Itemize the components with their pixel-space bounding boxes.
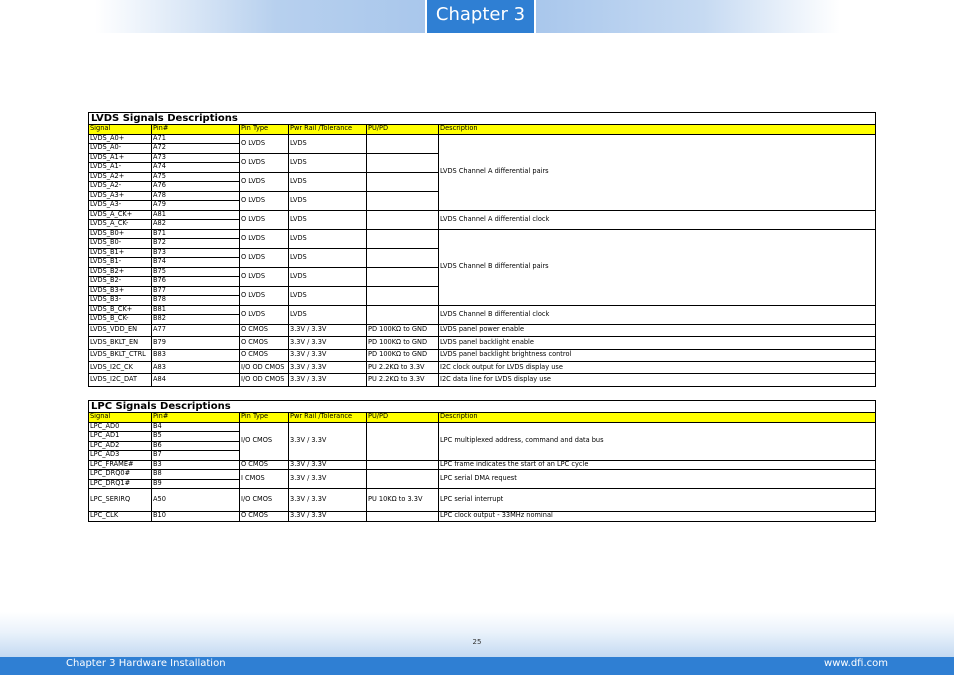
pin-cell: B73: [152, 248, 240, 258]
column-header: Description: [439, 125, 876, 135]
pu-pd-cell: [367, 134, 439, 153]
pu-pd-cell: [367, 512, 439, 522]
power-rail-cell: LVDS: [289, 210, 367, 229]
description-cell: LVDS panel backlight enable: [439, 337, 876, 350]
pin-cell: A73: [152, 153, 240, 163]
signal-cell: LPC_AD3: [89, 451, 152, 461]
pin-cell: B82: [152, 315, 240, 325]
table-row: [89, 362, 876, 374]
pin-cell: B7: [152, 451, 240, 461]
pin-cell: A74: [152, 163, 240, 173]
signal-cell: LVDS_A0+: [89, 134, 152, 144]
pu-pd-cell: PU 10KΩ to 3.3V: [367, 489, 439, 512]
table-row: [89, 324, 876, 337]
pin-type-cell: O LVDS: [240, 210, 289, 229]
pin-type-cell: O LVDS: [240, 286, 289, 305]
pin-type-cell: O LVDS: [240, 248, 289, 267]
pin-type-cell: I/O OD CMOS: [240, 374, 289, 387]
pin-cell: A81: [152, 210, 240, 220]
power-rail-cell: 3.3V / 3.3V: [289, 337, 367, 350]
power-rail-cell: 3.3V / 3.3V: [289, 512, 367, 522]
column-header: Signal: [89, 413, 152, 423]
pin-cell: A75: [152, 172, 240, 182]
lpc-signals-table: [88, 400, 876, 522]
description-cell: LVDS panel power enable: [439, 324, 876, 337]
pu-pd-cell: [367, 210, 439, 229]
power-rail-cell: LVDS: [289, 229, 367, 248]
pu-pd-cell: [367, 172, 439, 191]
pu-pd-cell: [367, 248, 439, 267]
pin-cell: B3: [152, 460, 240, 470]
table-row: [89, 210, 876, 220]
pin-type-cell: O LVDS: [240, 305, 289, 324]
column-header: PU/PD: [367, 413, 439, 423]
table-row: [89, 134, 876, 144]
signal-cell: LVDS_A3-: [89, 201, 152, 211]
lvds-signals-table: [88, 112, 876, 387]
pin-type-cell: O CMOS: [240, 460, 289, 470]
pin-cell: B75: [152, 267, 240, 277]
table-row: [89, 489, 876, 512]
power-rail-cell: 3.3V / 3.3V: [289, 349, 367, 362]
power-rail-cell: 3.3V / 3.3V: [289, 489, 367, 512]
column-header: Description: [439, 413, 876, 423]
description-cell: LVDS Channel B differential clock: [439, 305, 876, 324]
power-rail-cell: 3.3V / 3.3V: [289, 422, 367, 460]
footer-chapter-title: Chapter 3 Hardware Installation: [66, 658, 226, 669]
signal-cell: LPC_AD0: [89, 422, 152, 432]
pu-pd-cell: [367, 153, 439, 172]
pu-pd-cell: PD 100KΩ to GND: [367, 324, 439, 337]
signal-cell: LVDS_VDD_EN: [89, 324, 152, 337]
pin-cell: A77: [152, 324, 240, 337]
power-rail-cell: LVDS: [289, 172, 367, 191]
table-row: [89, 305, 876, 315]
pin-type-cell: I/O CMOS: [240, 422, 289, 460]
signal-cell: LVDS_A_CK+: [89, 210, 152, 220]
pin-cell: B83: [152, 349, 240, 362]
pin-type-cell: I/O OD CMOS: [240, 362, 289, 374]
signal-cell: LVDS_BKLT_CTRL: [89, 349, 152, 362]
pu-pd-cell: [367, 422, 439, 460]
pu-pd-cell: [367, 470, 439, 489]
pin-type-cell: I CMOS: [240, 470, 289, 489]
power-rail-cell: LVDS: [289, 134, 367, 153]
power-rail-cell: 3.3V / 3.3V: [289, 324, 367, 337]
pin-cell: B9: [152, 479, 240, 489]
signal-cell: LPC_AD1: [89, 432, 152, 442]
power-rail-cell: LVDS: [289, 191, 367, 210]
pin-type-cell: I/O CMOS: [240, 489, 289, 512]
lpc-table-title: LPC Signals Descriptions: [89, 401, 876, 413]
pin-cell: B5: [152, 432, 240, 442]
pu-pd-cell: [367, 229, 439, 248]
header-decoration-right: [536, 0, 840, 33]
column-header: Pwr Rail /Tolerance: [289, 413, 367, 423]
pu-pd-cell: PU 2.2KΩ to 3.3V: [367, 374, 439, 387]
signal-cell: LPC_DRQ0#: [89, 470, 152, 480]
pin-cell: A79: [152, 201, 240, 211]
signal-cell: LVDS_B3-: [89, 296, 152, 306]
signal-cell: LVDS_A2+: [89, 172, 152, 182]
pin-cell: B4: [152, 422, 240, 432]
pu-pd-cell: [367, 305, 439, 324]
pu-pd-cell: PD 100KΩ to GND: [367, 349, 439, 362]
description-cell: LVDS panel backlight brightness control: [439, 349, 876, 362]
pu-pd-cell: [367, 267, 439, 286]
pin-type-cell: O CMOS: [240, 349, 289, 362]
description-cell: LVDS Channel A differential clock: [439, 210, 876, 229]
column-header: Signal: [89, 125, 152, 135]
pin-cell: B74: [152, 258, 240, 268]
signal-cell: LVDS_I2C_CK: [89, 362, 152, 374]
column-header: Pin Type: [240, 413, 289, 423]
signal-cell: LPC_DRQ1#: [89, 479, 152, 489]
description-cell: LPC serial interrupt: [439, 489, 876, 512]
signal-cell: LPC_FRAME#: [89, 460, 152, 470]
pu-pd-cell: [367, 460, 439, 470]
pin-cell: A84: [152, 374, 240, 387]
pu-pd-cell: [367, 286, 439, 305]
header-decoration-left: [95, 0, 425, 33]
pin-cell: A71: [152, 134, 240, 144]
table-row: [89, 470, 876, 480]
description-cell: LPC serial DMA request: [439, 470, 876, 489]
table-row: [89, 229, 876, 239]
pin-cell: A82: [152, 220, 240, 230]
pin-cell: A83: [152, 362, 240, 374]
footer-website-link[interactable]: www.dfi.com: [824, 658, 888, 669]
pin-cell: A78: [152, 191, 240, 201]
column-header: Pin Type: [240, 125, 289, 135]
pin-cell: B72: [152, 239, 240, 249]
pin-cell: A76: [152, 182, 240, 192]
column-header: PU/PD: [367, 125, 439, 135]
footer-gradient: [0, 612, 954, 657]
power-rail-cell: 3.3V / 3.3V: [289, 460, 367, 470]
table-row: [89, 337, 876, 350]
pu-pd-cell: PU 2.2KΩ to 3.3V: [367, 362, 439, 374]
pin-type-cell: O LVDS: [240, 153, 289, 172]
pin-cell: A50: [152, 489, 240, 512]
signal-cell: LVDS_B0-: [89, 239, 152, 249]
pin-cell: B79: [152, 337, 240, 350]
pin-type-cell: O LVDS: [240, 172, 289, 191]
table-row: [89, 422, 876, 432]
chapter-tab: Chapter 3: [427, 0, 534, 33]
pin-cell: B71: [152, 229, 240, 239]
signal-cell: LVDS_A1+: [89, 153, 152, 163]
pin-cell: B6: [152, 441, 240, 451]
lpc-table-header: [89, 413, 876, 423]
power-rail-cell: LVDS: [289, 305, 367, 324]
column-header: Pin#: [152, 413, 240, 423]
power-rail-cell: LVDS: [289, 248, 367, 267]
pin-type-cell: O LVDS: [240, 191, 289, 210]
signal-cell: LVDS_I2C_DAT: [89, 374, 152, 387]
signal-cell: LVDS_B1-: [89, 258, 152, 268]
power-rail-cell: 3.3V / 3.3V: [289, 374, 367, 387]
pin-type-cell: O CMOS: [240, 324, 289, 337]
pin-cell: B78: [152, 296, 240, 306]
signal-cell: LVDS_B0+: [89, 229, 152, 239]
description-cell: LPC clock output - 33MHz nominal: [439, 512, 876, 522]
pin-type-cell: O LVDS: [240, 267, 289, 286]
column-header: Pin#: [152, 125, 240, 135]
signal-cell: LVDS_BKLT_EN: [89, 337, 152, 350]
signal-cell: LVDS_A_CK-: [89, 220, 152, 230]
signal-cell: LVDS_A1-: [89, 163, 152, 173]
pin-cell: B8: [152, 470, 240, 480]
pin-type-cell: O LVDS: [240, 134, 289, 153]
signal-cell: LVDS_B2+: [89, 267, 152, 277]
description-cell: LVDS Channel A differential pairs: [439, 134, 876, 210]
column-header: Pwr Rail /Tolerance: [289, 125, 367, 135]
signal-cell: LVDS_B_CK-: [89, 315, 152, 325]
signal-cell: LVDS_A2-: [89, 182, 152, 192]
description-cell: LPC frame indicates the start of an LPC cycle: [439, 460, 876, 470]
signal-cell: LPC_CLK: [89, 512, 152, 522]
footer-bar: [0, 657, 954, 675]
signal-cell: LPC_AD2: [89, 441, 152, 451]
signal-cell: LVDS_A3+: [89, 191, 152, 201]
pu-pd-cell: [367, 191, 439, 210]
description-cell: I2C data line for LVDS display use: [439, 374, 876, 387]
table-row: [89, 349, 876, 362]
power-rail-cell: 3.3V / 3.3V: [289, 362, 367, 374]
signal-cell: LVDS_B3+: [89, 286, 152, 296]
power-rail-cell: LVDS: [289, 286, 367, 305]
power-rail-cell: LVDS: [289, 153, 367, 172]
signal-cell: LVDS_B_CK+: [89, 305, 152, 315]
pin-cell: B77: [152, 286, 240, 296]
pin-type-cell: O CMOS: [240, 337, 289, 350]
lvds-table-header: [89, 125, 876, 135]
power-rail-cell: 3.3V / 3.3V: [289, 470, 367, 489]
description-cell: I2C clock output for LVDS display use: [439, 362, 876, 374]
pin-cell: B76: [152, 277, 240, 287]
description-cell: LVDS Channel B differential pairs: [439, 229, 876, 305]
signal-cell: LVDS_B1+: [89, 248, 152, 258]
signal-cell: LPC_SERIRQ: [89, 489, 152, 512]
description-cell: LPC multiplexed address, command and data bus: [439, 422, 876, 460]
table-row: [89, 460, 876, 470]
power-rail-cell: LVDS: [289, 267, 367, 286]
table-row: [89, 374, 876, 387]
pin-type-cell: O CMOS: [240, 512, 289, 522]
page-number: 25: [472, 638, 482, 646]
signal-cell: LVDS_B2-: [89, 277, 152, 287]
pin-cell: A72: [152, 144, 240, 154]
lvds-table-title: LVDS Signals Descriptions: [89, 113, 876, 125]
table-row: [89, 512, 876, 522]
pin-type-cell: O LVDS: [240, 229, 289, 248]
pin-cell: B81: [152, 305, 240, 315]
signal-cell: LVDS_A0-: [89, 144, 152, 154]
pin-cell: B10: [152, 512, 240, 522]
pu-pd-cell: PD 100KΩ to GND: [367, 337, 439, 350]
